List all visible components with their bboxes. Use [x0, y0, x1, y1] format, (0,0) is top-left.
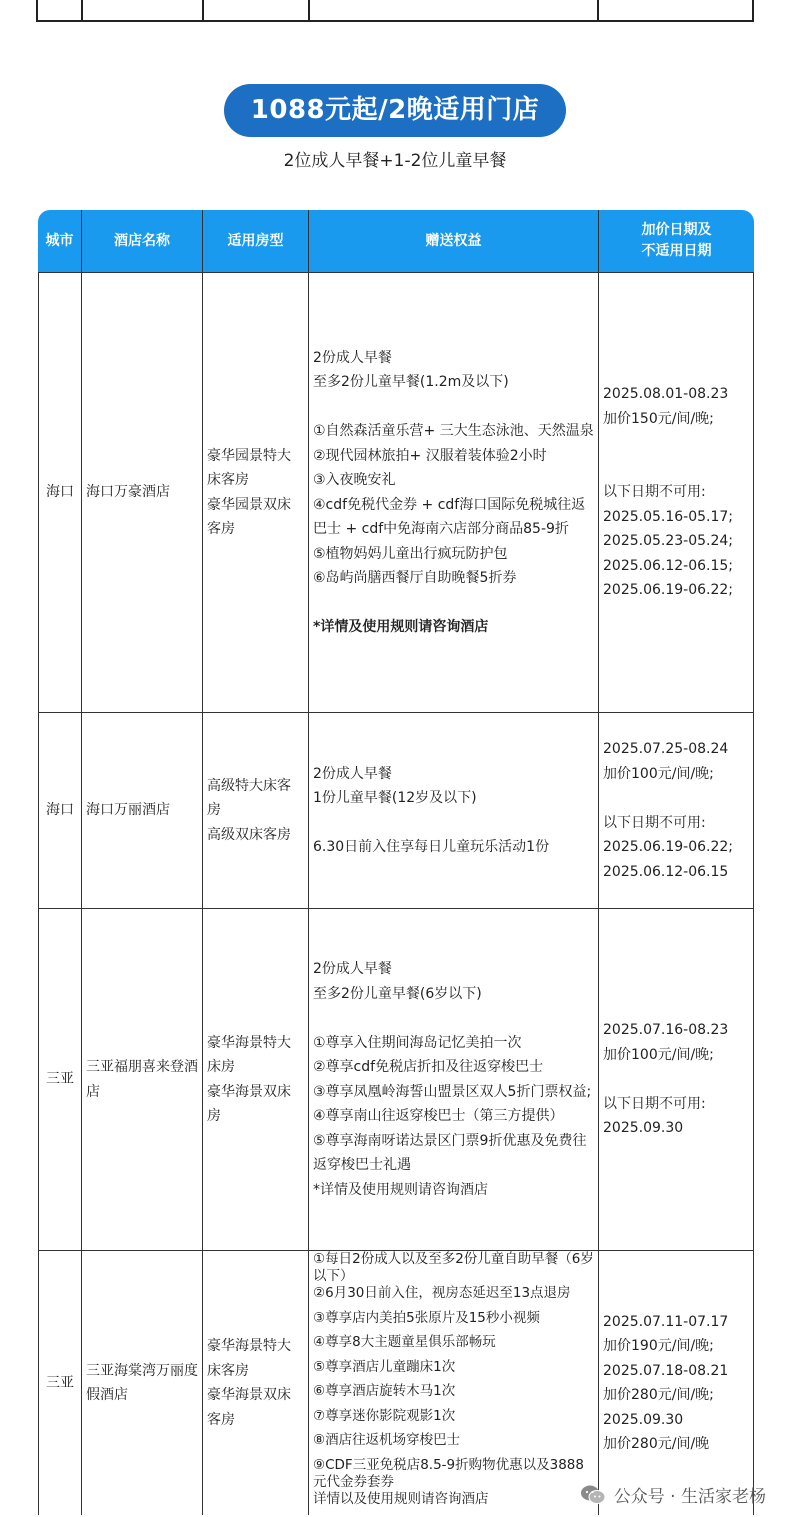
- date-line: 2025.07.16-08.23: [603, 1022, 729, 1039]
- date-line: 以下日期不可用:: [603, 814, 706, 831]
- cell-city: 三亚: [38, 909, 82, 1251]
- cell-hotel: 三亚海棠湾万丽度假酒店: [82, 1251, 203, 1515]
- cell-city: 海口: [38, 273, 82, 713]
- date-line: [603, 456, 749, 481]
- hotel-table: [38, 210, 754, 1515]
- benefit-line: ④尊享南山往返穿梭巴士（第三方提供）: [313, 1108, 564, 1124]
- benefit-line: 6.30日前入住享每日儿童玩乐活动1份: [313, 839, 550, 855]
- cell-hotel: 海口万豪酒店: [82, 273, 203, 713]
- benefit-line: ⑤尊享海南呀诺达景区门票9折优惠及免费往返穿梭巴士礼遇: [313, 1132, 587, 1173]
- cell-dates: [599, 273, 754, 713]
- benefit-line: ⑧酒店往返机场穿梭巴士: [313, 1432, 461, 1448]
- header-dates-line1: 加价日期及: [641, 222, 712, 238]
- date-line: 加价100元/间/晚;: [603, 765, 714, 782]
- benefit-line: *详情及使用规则请咨询酒店: [313, 1181, 488, 1198]
- benefit-line: 2份成人早餐: [313, 765, 392, 782]
- date-line: [603, 431, 749, 456]
- cell-hotel: 三亚福朋喜来登酒店: [82, 909, 203, 1251]
- cell-room: 豪华海景特大床客房 豪华海景双床客房: [203, 1251, 309, 1515]
- benefit-line: ⑨CDF三亚免税店8.5-9折购物优惠以及3888元代金券套券: [313, 1456, 584, 1490]
- date-line: 2025.08.01-08.23: [603, 386, 729, 403]
- cell-benefits: [309, 909, 599, 1251]
- section-subtitle: 2位成人早餐+1-2位儿童早餐: [283, 151, 507, 171]
- header-room: 适用房型: [203, 210, 309, 273]
- header-hotel: 酒店名称: [82, 210, 203, 273]
- cell-dates: [599, 1251, 754, 1515]
- benefit-line: 1份儿童早餐(12岁及以下): [313, 790, 477, 806]
- benefit-line: [313, 395, 594, 420]
- cell-benefits: [309, 273, 599, 713]
- benefit-line: 详情以及使用规则请咨询酒店: [313, 1490, 489, 1507]
- benefit-line: ②6月30日前入住，视房态延迟至13点退房: [313, 1285, 571, 1301]
- table-header-row: [38, 210, 754, 273]
- benefit-line: [313, 1006, 594, 1031]
- benefit-line: ②现代园林旅拍+ 汉服着装体验2小时: [313, 447, 547, 464]
- date-line: 2025.05.23-05.24;: [603, 533, 734, 550]
- benefit-line: [313, 811, 594, 836]
- benefit-line: ④尊享8大主题童星俱乐部畅玩: [313, 1334, 496, 1350]
- prev-table-divider: [81, 0, 83, 22]
- benefit-line: 2份成人早餐: [313, 349, 392, 366]
- benefit-line: ②尊享cdf免税店折扣及往返穿梭巴士: [313, 1059, 544, 1075]
- prev-table-divider: [597, 0, 599, 22]
- header-city: 城市: [38, 210, 82, 273]
- table-row: [38, 1251, 754, 1515]
- date-line: 加价280元/间/晚;: [603, 1387, 714, 1403]
- date-line: 2025.06.19-06.22;: [603, 839, 734, 855]
- date-line: 2025.07.25-08.24: [603, 741, 729, 757]
- header-dates-line2: 不适用日期: [641, 243, 712, 259]
- cell-room: 豪华园景特大床客房 豪华园景双床客房: [203, 273, 309, 713]
- wechat-icon: [580, 1484, 606, 1506]
- cell-city: 三亚: [38, 1251, 82, 1515]
- date-line: 加价280元/间/晚: [603, 1436, 710, 1452]
- header-dates: [599, 210, 754, 273]
- benefit-line: ③入夜晚安礼: [313, 472, 396, 488]
- header-benefits: 赠送权益: [309, 210, 599, 273]
- benefit-line: *详情及使用规则请咨询酒店: [313, 619, 489, 635]
- date-line: [603, 1067, 749, 1092]
- prev-table-left-border: [36, 0, 38, 22]
- cell-dates: [599, 909, 754, 1251]
- cell-dates: [599, 713, 754, 909]
- date-line: 以下日期不可用:: [603, 1095, 706, 1112]
- prev-table-right-border: [752, 0, 754, 22]
- date-line: 加价190元/间/晚;: [603, 1338, 714, 1354]
- date-line: 2025.07.18-08.21: [603, 1362, 729, 1379]
- date-line: 2025.06.19-06.22;: [603, 582, 734, 599]
- date-line: 以下日期不可用:: [603, 484, 706, 501]
- benefit-line: 至多2份儿童早餐(1.2m及以下): [313, 374, 509, 390]
- benefit-line: ⑥尊享酒店旋转木马1次: [313, 1383, 456, 1399]
- benefit-line: ⑥岛屿尚膳西餐厅自助晚餐5折券: [313, 570, 517, 586]
- benefit-line: ①自然森活童乐营+ 三大生态泳池、天然温泉: [313, 423, 594, 439]
- section-title-pill: 1088元起/2晚适用门店: [224, 84, 566, 137]
- benefit-line: ⑦尊享迷你影院观影1次: [313, 1407, 456, 1424]
- cell-hotel: 海口万丽酒店: [82, 713, 203, 909]
- benefit-line: [313, 591, 594, 616]
- date-line: 2025.06.12-06.15: [603, 863, 729, 880]
- date-line: 2025.07.11-07.17: [603, 1313, 729, 1330]
- date-line: [603, 786, 749, 811]
- prev-table-divider: [308, 0, 310, 22]
- benefit-line: ⑤植物妈妈儿童出行疯玩防护包: [313, 545, 508, 562]
- table-row: [38, 713, 754, 909]
- date-line: 2025.09.30: [603, 1120, 684, 1137]
- watermark: [580, 1482, 766, 1507]
- benefit-line: 至多2份儿童早餐(6岁以下): [313, 985, 482, 1002]
- date-line: 加价100元/间/晚;: [603, 1046, 714, 1063]
- benefit-line: 2份成人早餐: [313, 961, 392, 977]
- benefit-line: ③尊享店内美拍5张原片及15秒小视频: [313, 1309, 540, 1326]
- prev-table-divider: [202, 0, 204, 22]
- prev-table-bottom-border: [36, 20, 754, 22]
- table-row: [38, 909, 754, 1251]
- cell-benefits: [309, 713, 599, 909]
- benefit-line: ①每日2份成人以及至多2份儿童自助早餐（6岁以下）: [313, 1251, 594, 1284]
- cell-room: 豪华海景特大床房 豪华海景双床房: [203, 909, 309, 1251]
- cell-benefits: [309, 1251, 599, 1515]
- benefit-line: ③尊享凤凰岭海誓山盟景区双人5折门票权益;: [313, 1083, 592, 1100]
- table-row: [38, 273, 754, 713]
- benefit-line: ①尊享入住期间海岛记忆美拍一次: [313, 1034, 522, 1051]
- cell-room: 高级特大床客房 高级双床客房: [203, 713, 309, 909]
- date-line: 2025.06.12-06.15;: [603, 557, 734, 574]
- date-line: 加价150元/间/晚;: [603, 410, 714, 427]
- date-line: 2025.09.30: [603, 1411, 684, 1428]
- cell-city: 海口: [38, 713, 82, 909]
- benefit-line: ④cdf免税代金券 + cdf海口国际免税城往返巴士 + cdf中免海南六店部分商品85-9折: [313, 496, 586, 537]
- watermark-text: 公众号 · 生活家老杨: [613, 1487, 766, 1507]
- benefit-line: ⑤尊享酒店儿童蹦床1次: [313, 1358, 456, 1375]
- date-line: 2025.05.16-05.17;: [603, 508, 734, 525]
